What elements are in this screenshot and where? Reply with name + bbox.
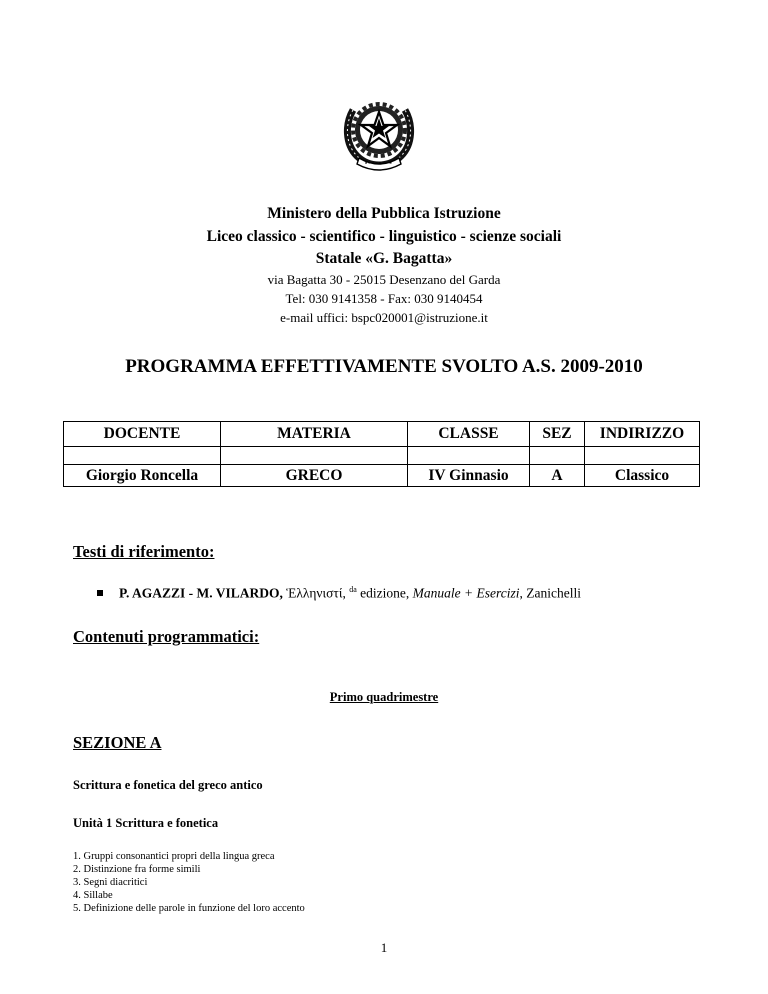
testi-heading: Testi di riferimento: (73, 542, 215, 561)
value-classe: IV Ginnasio (408, 465, 530, 487)
square-bullet-icon (97, 590, 103, 596)
reference-book-title: Ἑλληνιστί, (286, 585, 346, 601)
header-docente: DOCENTE (64, 422, 221, 447)
reference-volumes: Manuale + Esercizi (412, 585, 520, 601)
school-phone: Tel: 030 9141358 - Fax: 030 9140454 (285, 291, 483, 306)
unit-heading: Unità 1 Scrittura e fonetica (73, 816, 219, 830)
school-address: via Bagatta 30 - 25015 Desenzano del Garda (267, 272, 501, 287)
course-info-table (63, 421, 700, 487)
school-email: e-mail uffici: bspc020001@istruzione.it (280, 310, 488, 325)
page-number: 1 (380, 940, 388, 955)
reference-edition-sup: da (349, 585, 357, 594)
school-type: Liceo classico - scientifico - linguistico - scienze sociali (206, 228, 562, 245)
reference-publisher: , Zanichelli (519, 585, 581, 601)
reference-item (97, 585, 581, 602)
reference-edition: edizione, (360, 585, 410, 601)
table-header-row (64, 422, 700, 447)
quadrimestre-heading: Primo quadrimestre (329, 690, 439, 704)
unit-item-list (73, 850, 305, 915)
reference-authors: P. AGAZZI - M. VILARDO, (119, 585, 283, 601)
list-item: 3. Segni diacritici (73, 877, 148, 888)
contenuti-heading: Contenuti programmatici: (73, 627, 260, 646)
header-classe: CLASSE (408, 422, 530, 447)
value-materia: GRECO (221, 465, 408, 487)
ministry-name: Ministero della Pubblica Istruzione (267, 205, 501, 222)
school-name: Statale «G. Bagatta» (315, 250, 453, 267)
list-item: 5. Definizione delle parole in funzione del loro accento (73, 903, 305, 914)
value-indirizzo: Classico (585, 465, 700, 487)
value-sez: A (530, 465, 585, 487)
program-title: PROGRAMMA EFFETTIVAMENTE SVOLTO A.S. 2009-2010 (125, 356, 643, 377)
header-materia: MATERIA (221, 422, 408, 447)
value-docente: Giorgio Roncella (64, 465, 221, 487)
list-item: 1. Gruppi consonantici propri della lingua greca (73, 851, 275, 862)
header-indirizzo: INDIRIZZO (585, 422, 700, 447)
subsection-heading: Scrittura e fonetica del greco antico (73, 778, 263, 792)
list-item: 4. Sillabe (73, 890, 113, 901)
sezione-heading: SEZIONE A (73, 733, 162, 752)
list-item: 2. Distinzione fra forme simili (73, 864, 201, 875)
header-sez: SEZ (530, 422, 585, 447)
table-empty-row (64, 447, 700, 465)
table-value-row (64, 465, 700, 487)
italian-republic-emblem (343, 92, 415, 172)
